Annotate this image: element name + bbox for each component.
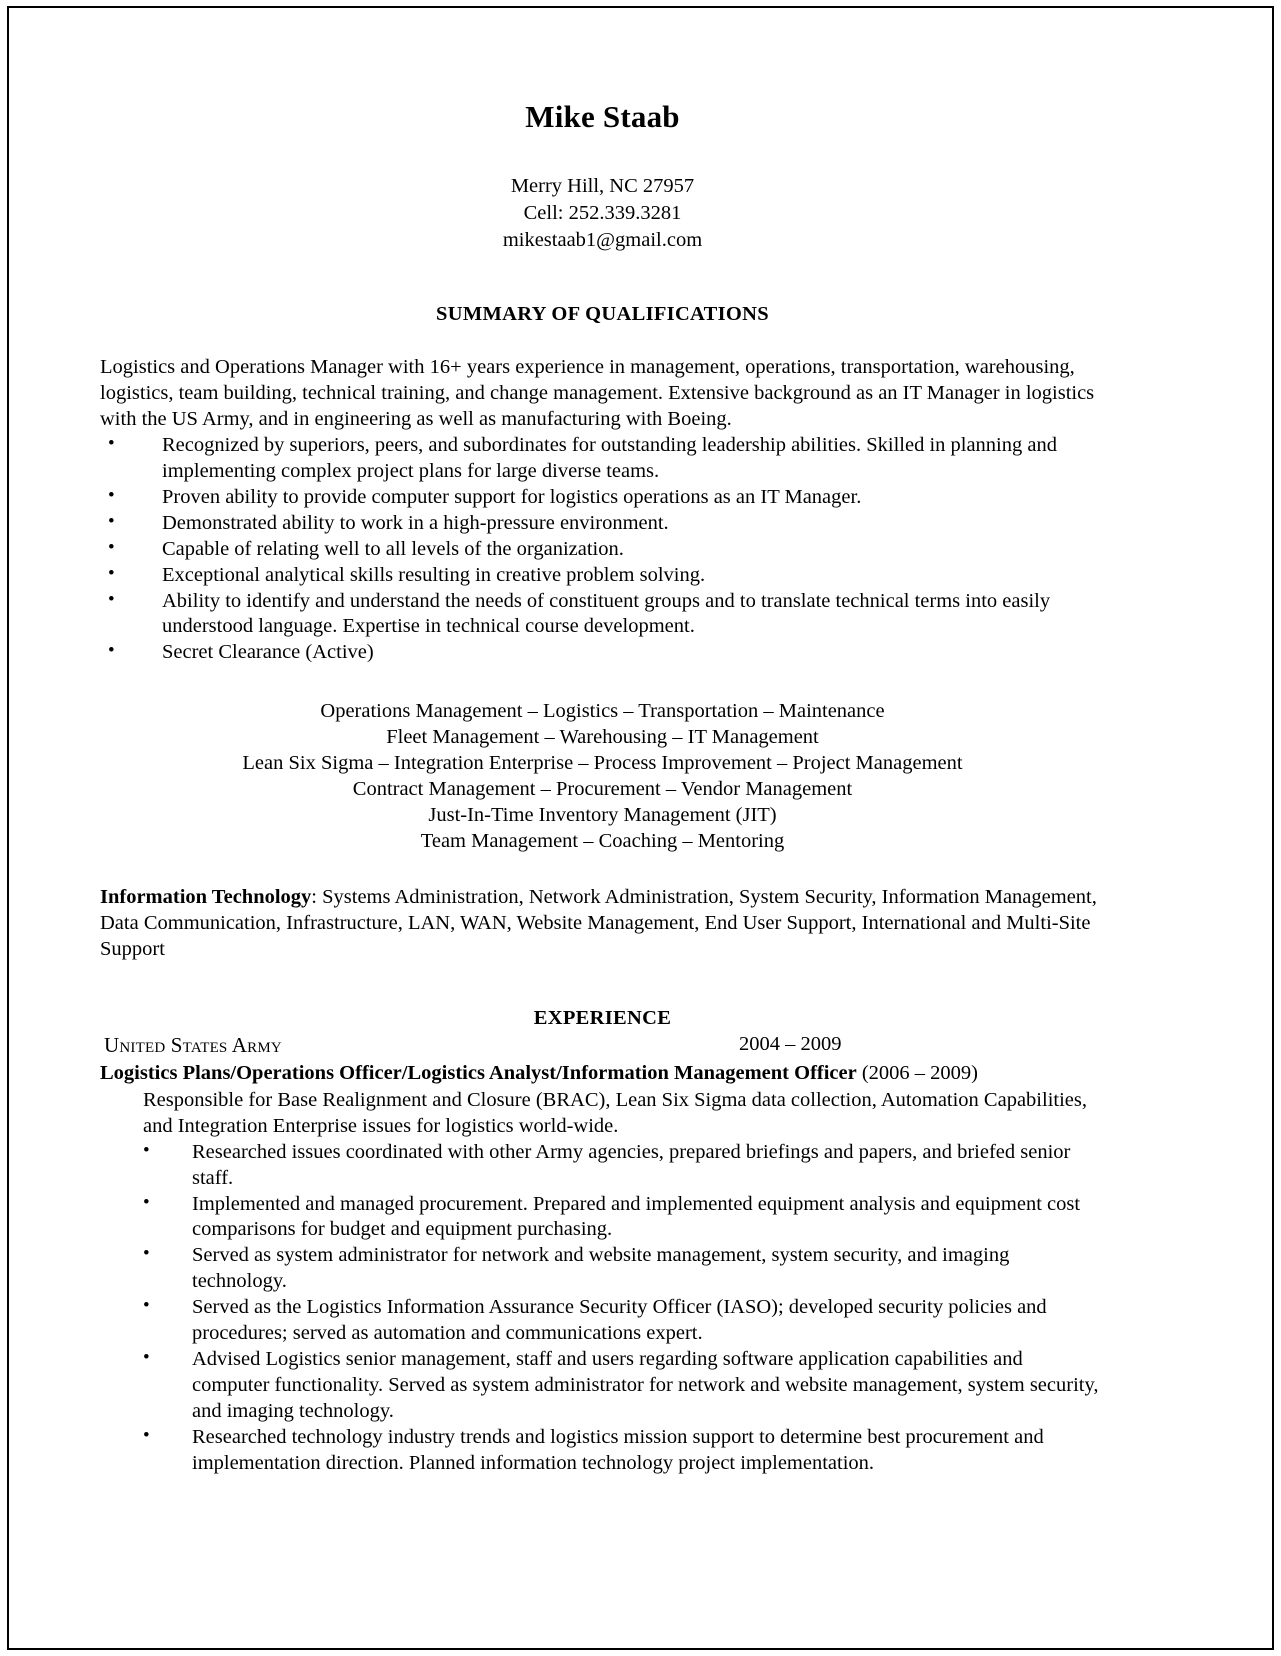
job-dates: 2004 – 2009	[739, 1033, 842, 1056]
competency-line: Just-In-Time Inventory Management (JIT)	[428, 804, 777, 827]
list-item: • Demonstrated ability to work in a high-pressure environment.	[100, 511, 1105, 537]
section-title-summary: SUMMARY OF QUALIFICATIONS	[436, 303, 769, 326]
job-header-row	[100, 1033, 1105, 1059]
list-item: • Ability to identify and understand the needs of constituent groups and to translate technical terms into easily understood language. Expertise in technical course development.	[100, 589, 1105, 641]
competency-line: Operations Management – Logistics – Transportation – Maintenance	[320, 700, 885, 723]
job-title-line	[100, 1061, 1105, 1087]
contact-block	[100, 173, 1105, 254]
core-competencies-block	[100, 698, 1105, 854]
list-item: • Exceptional analytical skills resulting in creative problem solving.	[100, 563, 1105, 589]
competency-line: Fleet Management – Warehousing – IT Management	[386, 726, 819, 749]
job-bullet-list	[100, 1140, 1105, 1477]
list-item: • Secret Clearance (Active)	[100, 640, 1105, 666]
summary-bullet-list	[100, 433, 1105, 666]
information-technology-separator: :	[311, 886, 317, 909]
information-technology-label: Information Technology	[100, 886, 312, 909]
list-item: • Implemented and managed procurement. Prepared and implemented equipment analysis and equipment cost comparisons for budget and equipment purchasing.	[100, 1192, 1105, 1244]
list-item: • Researched technology industry trends and logistics mission support to determine best procurement and implementation direction. Planned information technology project implementation.	[100, 1425, 1105, 1477]
section-title-experience: EXPERIENCE	[533, 1007, 672, 1030]
candidate-name: Mike Staab	[525, 99, 680, 134]
list-item: • Advised Logistics senior management, staff and users regarding software application capabilities and computer functionality. Served as system administrator for network and website management, system security, and imaging technology.	[100, 1347, 1105, 1425]
competency-line: Contract Management – Procurement – Vendor Management	[352, 778, 853, 801]
job-title-dates: (2006 – 2009)	[856, 1062, 978, 1085]
list-item: • Capable of relating well to all levels of the organization.	[100, 537, 1105, 563]
contact-email: mikestaab1@gmail.com	[502, 229, 703, 252]
information-technology-text: Systems Administration, Network Administration, System Security, Information Management, Data Communication, Infrastructure, LAN, WAN, Website Management, End User Support, International and Multi-Site Support	[100, 886, 1097, 961]
contact-address: Merry Hill, NC 27957	[510, 175, 695, 198]
job-description: Responsible for Base Realignment and Closure (BRAC), Lean Six Sigma data collection, Automation Capabilities, and Integration Enterprise issues for logistics world-wide.	[143, 1088, 1087, 1137]
list-item: • Served as the Logistics Information Assurance Security Officer (IASO); developed security policies and procedures; served as automation and communications expert.	[100, 1295, 1105, 1347]
competency-line: Lean Six Sigma – Integration Enterprise – Process Improvement – Project Management	[242, 752, 963, 775]
list-item: • Researched issues coordinated with other Army agencies, prepared briefings and papers, and briefed senior staff.	[100, 1140, 1105, 1192]
information-technology-block	[100, 885, 1105, 963]
list-item: • Served as system administrator for network and website management, system security, and imaging technology.	[100, 1243, 1105, 1295]
contact-phone: Cell: 252.339.3281	[523, 202, 682, 225]
job-title-text: Logistics Plans/Operations Officer/Logistics Analyst/Information Management Officer	[100, 1062, 857, 1085]
competency-line: Team Management – Coaching – Mentoring	[420, 830, 785, 853]
summary-intro-paragraph: Logistics and Operations Manager with 16+ years experience in management, operations, transportation, warehousing, logistics, team building, technical training, and change management. Extensive background as an IT Manager in logistics with the US Army, and in engineering as well as manufacturing with Boeing.	[100, 356, 1095, 431]
list-item: • Proven ability to provide computer support for logistics operations as an IT Manager.	[100, 485, 1105, 511]
resume-content	[100, 0, 1105, 1477]
job-employer: United States Army	[104, 1033, 282, 1058]
list-item: • Recognized by superiors, peers, and subordinates for outstanding leadership abilities. Skilled in planning and implementing complex project plans for large diverse teams.	[100, 433, 1105, 485]
